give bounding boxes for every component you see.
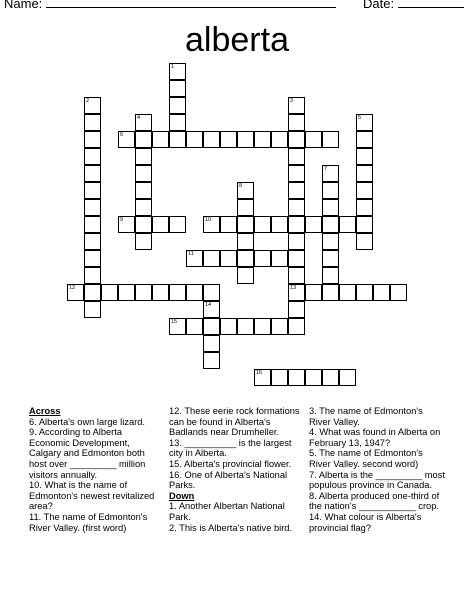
clue-number: 10 <box>205 217 212 223</box>
grid-cell[interactable] <box>169 216 186 233</box>
grid-cell[interactable] <box>203 250 220 267</box>
grid-cell[interactable] <box>322 369 339 386</box>
clue-number: 16 <box>256 370 263 376</box>
grid-cell[interactable] <box>288 369 305 386</box>
clue-down-7: 7. Alberta is the _________ most populous province in Canada. <box>309 469 445 491</box>
grid-cell[interactable] <box>322 267 339 284</box>
grid-cell[interactable] <box>220 131 237 148</box>
grid-cell[interactable] <box>271 369 288 386</box>
grid-cell[interactable] <box>288 114 305 131</box>
grid-cell[interactable] <box>254 216 271 233</box>
grid-cell[interactable] <box>305 131 322 148</box>
across-heading: Across <box>29 406 61 416</box>
clues-column-3 <box>309 406 445 533</box>
grid-cell[interactable] <box>203 284 220 301</box>
grid-cell[interactable] <box>288 267 305 284</box>
clue-across-9: 9. According to Alberta Economic Development, Calgary and Edmonton both host over _________ million visitors annually. <box>29 427 146 480</box>
grid-cell[interactable] <box>356 131 373 148</box>
name-label: Name: <box>4 0 43 11</box>
grid-cell[interactable] <box>339 284 356 301</box>
grid-cell[interactable] <box>84 182 101 199</box>
grid-cell[interactable] <box>288 165 305 182</box>
clue-across-13: 13. __________ is the largest city in Alberta. <box>169 437 292 459</box>
grid-cell[interactable] <box>288 233 305 250</box>
clue-down-14: 14. What colour is Alberta's provincial flag? <box>309 511 422 533</box>
grid-cell[interactable] <box>237 250 254 267</box>
grid-cell[interactable] <box>322 216 339 233</box>
grid-cell[interactable] <box>322 131 339 148</box>
grid-cell[interactable] <box>237 216 254 233</box>
grid-cell[interactable] <box>101 284 118 301</box>
grid-cell[interactable] <box>84 131 101 148</box>
grid-cell[interactable] <box>84 233 101 250</box>
clue-number: 15 <box>171 319 178 325</box>
grid-cell[interactable] <box>339 216 356 233</box>
clue-down-1: 1. Another Albertan National Park. <box>169 501 285 522</box>
grid-cell[interactable] <box>203 131 220 148</box>
grid-cell[interactable] <box>169 131 186 148</box>
grid-cell[interactable] <box>220 318 237 335</box>
clue-across-15: 15. Alberta's provincial flower. <box>169 458 292 469</box>
clue-number: 6 <box>120 132 124 138</box>
clue-across-16: 16. One of Alberta's National Parks. <box>169 469 288 491</box>
grid-cell[interactable] <box>169 80 186 97</box>
grid-cell[interactable] <box>84 216 101 233</box>
grid-cell[interactable] <box>322 250 339 267</box>
clues-column-2 <box>169 406 302 533</box>
grid-cell[interactable] <box>84 250 101 267</box>
grid-cell[interactable] <box>237 131 254 148</box>
grid-cell[interactable] <box>203 318 220 335</box>
grid-cell[interactable] <box>288 301 305 318</box>
clue-down-8: 8. Alberta produced one-third of the nation's ___________ crop. <box>309 490 440 512</box>
grid-cell[interactable] <box>373 284 390 301</box>
clue-across-6: 6. Alberta's own large lizard. <box>29 416 145 427</box>
clue-number: 11 <box>188 251 194 257</box>
grid-cell[interactable] <box>288 182 305 199</box>
grid-cell[interactable] <box>84 301 101 318</box>
grid-cell[interactable] <box>288 148 305 165</box>
grid-cell[interactable] <box>84 267 101 284</box>
grid-cell[interactable] <box>237 318 254 335</box>
grid-cell[interactable] <box>356 284 373 301</box>
grid-cell[interactable] <box>254 318 271 335</box>
date-label: Date: <box>363 0 395 11</box>
grid-cell[interactable] <box>271 131 288 148</box>
grid-cell[interactable] <box>186 284 203 301</box>
grid-cell[interactable] <box>135 284 152 301</box>
grid-cell[interactable] <box>220 250 237 267</box>
clue-number: 7 <box>324 166 328 172</box>
grid-cell[interactable] <box>288 199 305 216</box>
grid-cell[interactable] <box>322 199 339 216</box>
grid-cell[interactable] <box>288 250 305 267</box>
grid-cell[interactable] <box>135 233 152 250</box>
clue-across-11: 11. The name of Edmonton's River Valley. (first word) <box>29 511 148 533</box>
grid-cell[interactable] <box>152 284 169 301</box>
grid-cell[interactable] <box>118 284 135 301</box>
grid-cell[interactable] <box>288 131 305 148</box>
clue-number: 3 <box>290 98 294 104</box>
clue-down-2: 2. This is Alberta's native bird. <box>169 522 293 533</box>
grid-cell[interactable] <box>322 233 339 250</box>
clue-down-5: 5. The name of Edmonton's River Valley. second word) <box>309 448 423 469</box>
clue-number: 9 <box>120 217 124 223</box>
grid-cell[interactable] <box>84 199 101 216</box>
grid-cell[interactable] <box>84 114 101 131</box>
grid-cell[interactable] <box>254 131 271 148</box>
grid-cell[interactable] <box>186 131 203 148</box>
clue-number: 4 <box>137 115 141 121</box>
grid-cell[interactable] <box>84 165 101 182</box>
grid-cell[interactable] <box>356 182 373 199</box>
grid-cell[interactable] <box>203 352 220 369</box>
down-heading: Down <box>169 490 195 501</box>
grid-cell[interactable] <box>152 216 169 233</box>
grid-cell[interactable] <box>84 148 101 165</box>
grid-cell[interactable] <box>322 182 339 199</box>
grid-cell[interactable] <box>135 131 152 148</box>
grid-cell[interactable] <box>237 267 254 284</box>
grid-cell[interactable] <box>390 284 407 301</box>
grid-cell[interactable] <box>203 335 220 352</box>
grid-cell[interactable] <box>135 148 152 165</box>
grid-cell[interactable] <box>237 199 254 216</box>
grid-cell[interactable] <box>271 318 288 335</box>
clue-number: 2 <box>86 98 90 104</box>
grid-cell[interactable] <box>135 199 152 216</box>
grid-cell[interactable] <box>305 284 322 301</box>
grid-cell[interactable] <box>356 199 373 216</box>
grid-cell[interactable] <box>339 369 356 386</box>
grid-cell[interactable] <box>254 250 271 267</box>
clue-across-10: 10. What is the name of Edmonton's newest revitalized area? <box>29 480 155 512</box>
grid-cell[interactable] <box>356 148 373 165</box>
grid-cell[interactable] <box>305 216 322 233</box>
grid-cell[interactable] <box>271 250 288 267</box>
puzzle-title: alberta <box>185 21 289 59</box>
clue-across-12: 12. These eerie rock formations can be found in Alberta's Badlands near Drumheller. <box>169 406 300 438</box>
grid-cell[interactable] <box>288 216 305 233</box>
grid-cell[interactable] <box>169 114 186 131</box>
grid-cell[interactable] <box>322 284 339 301</box>
grid-cell[interactable] <box>169 97 186 114</box>
grid-cell[interactable] <box>152 131 169 148</box>
grid-cell[interactable] <box>356 216 373 233</box>
grid-cell[interactable] <box>271 216 288 233</box>
grid-cell[interactable] <box>356 233 373 250</box>
grid-cell[interactable] <box>135 182 152 199</box>
grid-cell[interactable] <box>84 284 101 301</box>
clue-down-3: 3. The name of Edmonton's River Valley. <box>309 406 423 427</box>
clue-number: 13 <box>290 285 297 291</box>
grid-cell[interactable] <box>169 284 186 301</box>
clue-number: 8 <box>239 183 243 189</box>
clue-number: 1 <box>171 64 175 70</box>
grid-cell[interactable] <box>288 318 305 335</box>
clues-column-1 <box>29 406 162 533</box>
grid-cell[interactable] <box>220 216 237 233</box>
grid-cell[interactable] <box>186 318 203 335</box>
clue-down-4: 4. What was found in Alberta on February 13, 1947? <box>309 427 441 448</box>
clue-number: 12 <box>69 285 76 291</box>
grid-cell[interactable] <box>135 216 152 233</box>
clue-number: 14 <box>205 302 212 308</box>
grid-cell[interactable] <box>237 233 254 250</box>
grid-cell[interactable] <box>135 165 152 182</box>
clue-number: 5 <box>358 115 362 121</box>
grid-cell[interactable] <box>356 165 373 182</box>
grid-cell[interactable] <box>305 369 322 386</box>
